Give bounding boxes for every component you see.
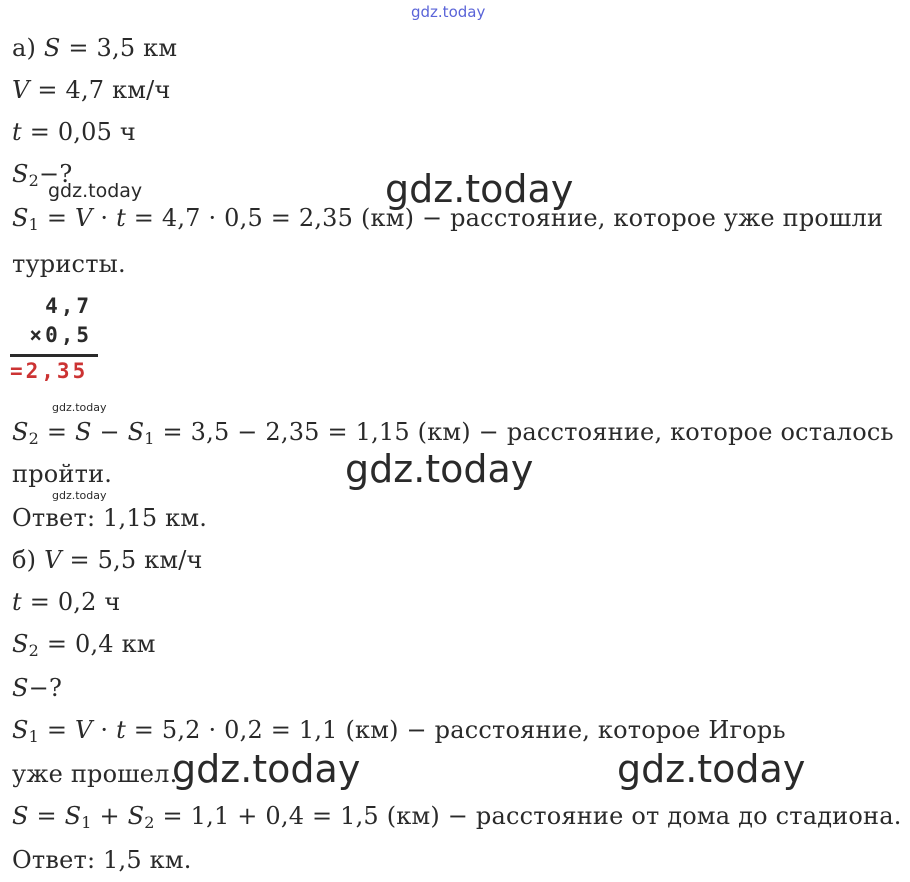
var-s: S xyxy=(75,418,92,446)
watermark-mid: gdz.today xyxy=(48,180,143,202)
var-v: V xyxy=(75,204,93,232)
product: =2,35 xyxy=(10,359,89,383)
value-text: = 5,5 км/ч xyxy=(61,546,203,574)
var-v: V xyxy=(12,76,30,104)
answer-a: Ответ: 1,15 км. xyxy=(12,504,208,532)
watermark-tiny: gdz.today xyxy=(52,489,107,502)
equation-s2-continued: пройти. xyxy=(12,460,113,488)
subscript: 1 xyxy=(28,215,40,234)
equation-s1-continued: туристы. xyxy=(12,250,126,278)
dot: · xyxy=(92,204,117,232)
var-t: t xyxy=(116,716,126,744)
given-s2-b xyxy=(12,630,156,658)
equation-s1-b xyxy=(12,716,786,744)
equals: = xyxy=(39,204,76,232)
equals: = xyxy=(28,802,65,830)
value-text: = 1,1 + 0,4 = 1,5 (км) − расстояние от дома до стадиона. xyxy=(154,802,902,830)
given-speed-b xyxy=(12,546,203,574)
var-s: S xyxy=(12,204,29,232)
value-text: = 0,2 ч xyxy=(21,588,121,616)
given-speed xyxy=(12,76,171,104)
minus: − xyxy=(91,418,128,446)
var-t: t xyxy=(12,118,22,146)
subscript: 1 xyxy=(144,429,155,448)
var-v: V xyxy=(75,716,93,744)
var-s: S xyxy=(12,630,29,658)
var-s: S xyxy=(12,160,29,188)
given-time xyxy=(12,118,136,146)
value-text: = 0,4 км xyxy=(39,630,156,658)
var-s: S xyxy=(12,418,29,446)
subscript: 1 xyxy=(28,727,40,746)
var-s: S xyxy=(12,674,29,702)
part-label: б) xyxy=(12,546,37,574)
var-s: S xyxy=(12,716,29,744)
watermark-big: gdz.today xyxy=(172,747,361,791)
watermark-big: gdz.today xyxy=(385,167,574,211)
var-s: S xyxy=(64,802,82,830)
var-v: V xyxy=(44,546,62,574)
value-text: = 4,7 · 0,5 = 2,35 (км) − расстояние, которое уже прошли xyxy=(125,204,884,232)
equals: = xyxy=(39,716,76,744)
equation-s1 xyxy=(12,204,883,232)
var-t: t xyxy=(12,588,22,616)
watermark-big: gdz.today xyxy=(617,747,806,791)
given-distance xyxy=(12,34,177,62)
equation-s2 xyxy=(12,418,894,446)
var-s: S xyxy=(127,418,145,446)
given-time-b xyxy=(12,588,121,616)
multiplier: ×0,5 xyxy=(29,323,92,347)
value-text: = 5,2 · 0,2 = 1,1 (км) − расстояние, которое Игорь xyxy=(125,716,786,744)
unknown-s-b xyxy=(12,674,62,702)
value-text: −? xyxy=(28,674,63,702)
subscript: 2 xyxy=(28,641,40,660)
unknown-s2 xyxy=(12,160,72,188)
subscript: 2 xyxy=(28,171,40,190)
value-text: = 3,5 км xyxy=(60,34,178,62)
value-text: −? xyxy=(39,160,73,188)
var-s: S xyxy=(12,802,29,830)
subscript: 1 xyxy=(81,813,92,832)
equals: = xyxy=(39,418,76,446)
var-s: S xyxy=(127,802,145,830)
value-text: = 4,7 км/ч xyxy=(29,76,171,104)
watermark-big: gdz.today xyxy=(345,447,534,491)
var-s: S xyxy=(43,34,61,62)
column-multiplication xyxy=(10,292,98,386)
plus: + xyxy=(91,802,128,830)
var-t: t xyxy=(116,204,126,232)
watermark-tiny: gdz.today xyxy=(52,401,107,414)
multiplicand: 4,7 xyxy=(45,294,92,318)
watermark-top: gdz.today xyxy=(411,3,486,21)
value-text: = 3,5 − 2,35 = 1,15 (км) − расстояние, которое осталось xyxy=(154,418,894,446)
part-label: а) xyxy=(12,34,37,62)
answer-b: Ответ: 1,5 км. xyxy=(12,846,192,874)
equation-s-b xyxy=(12,802,902,830)
value-text: = 0,05 ч xyxy=(21,118,136,146)
dot: · xyxy=(92,716,117,744)
equation-s1-b-continued: уже прошел. xyxy=(12,760,178,788)
subscript: 2 xyxy=(28,429,40,448)
subscript: 2 xyxy=(144,813,155,832)
